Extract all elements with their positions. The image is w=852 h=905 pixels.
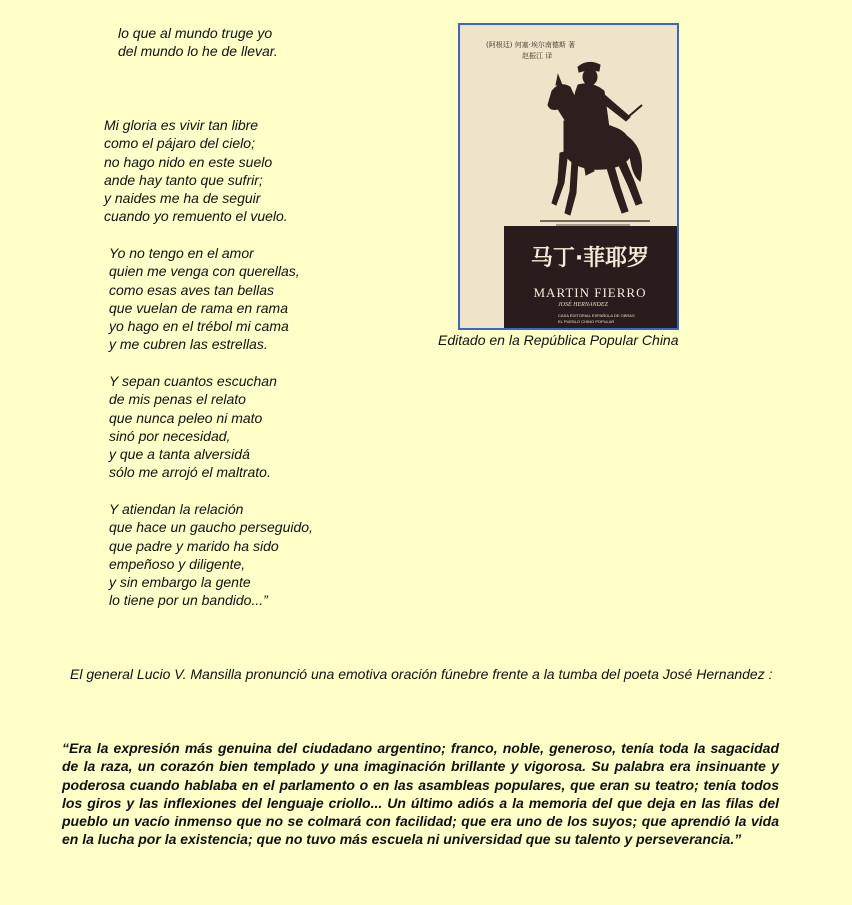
book-caption: Editado en la República Popular China: [438, 332, 679, 348]
cover-chinese-title: 马丁·菲耶罗: [530, 246, 650, 271]
poem-stanza: [118, 24, 278, 61]
poem-line: que hace un gaucho perseguido,: [109, 519, 313, 536]
poem-line: que nunca peleo ni mato: [109, 409, 263, 426]
cover-publisher: EL PUEBLO CHINO POPULAR: [558, 319, 615, 324]
poem-line: lo tiene por un bandido...”: [109, 592, 268, 609]
poem-line: sólo me arrojó el maltrato.: [109, 464, 271, 481]
poem-line: que vuelan de rama en rama: [109, 299, 288, 316]
poem-line: de mis penas el relato: [109, 391, 246, 408]
intro-paragraph: El general Lucio V. Mansilla pronunció una emotiva oración fúnebre frente a la tumba del poeta José Hernandez :: [70, 666, 773, 682]
poem-line: que padre y marido ha sido: [109, 537, 279, 554]
poem-line: Mi gloria es vivir tan libre: [104, 117, 259, 133]
cover-author: JOSÉ HERNANDEZ: [558, 302, 608, 308]
poem-line: sinó por necesidad,: [109, 427, 231, 444]
poem-line: quien me venga con querellas,: [109, 263, 300, 280]
poem-line: lo que al mundo truge yo: [118, 25, 273, 41]
poem-stanza: [109, 244, 300, 354]
poem-stanza: [104, 116, 288, 226]
poem-stanza: [109, 372, 277, 482]
poem-line: como el pájaro del cielo;: [104, 135, 255, 152]
poem-line: ande hay tanto que sufrir;: [104, 171, 263, 188]
poem-line: Y atiendan la relación: [109, 501, 244, 517]
cover-title: MARTIN FIERRO: [533, 285, 647, 300]
poem-line: Yo no tengo en el amor: [109, 245, 254, 261]
poem-line: cuando yo remuento el vuelo.: [104, 208, 288, 225]
poem-line: como esas aves tan bellas: [109, 281, 274, 298]
cover-top-text: (阿根廷) 何塞·埃尔南德斯 著: [486, 41, 576, 49]
funeral-quote: “Era la expresión más genuina del ciudadano argentino; franco, noble, generoso, tenía toda la sagacidad de la raza, un corazón bien templado y una imaginación brillante y vigorosa. Su palabra era insinuante y poderosa cuando hablaba en el parlamento o en las asambleas populares, que eran su teatro; tenía todos los giros y las inflexiones del lenguaje criollo... Un último adiós a la memoria del que deja en las filas del pueblo un vacío inmenso que no se colmará con facilidad; que era uno de los suyos; que aprendió la vida en la lucha por la existencia; que no tuvo más escuela ni universidad que su talento y perseverancia.”: [62, 740, 779, 848]
cover-publisher: CASA EDITORIAL ESPAÑOLA DE OBRAS: [558, 313, 635, 318]
poem-line: no hago nido en este suelo: [104, 153, 273, 170]
poem-line: del mundo lo he de llevar.: [118, 43, 278, 60]
poem-line: empeñoso y diligente,: [109, 555, 246, 572]
poem-line: y sin embargo la gente: [109, 574, 251, 591]
book-cover-image: [458, 23, 679, 330]
poem-line: yo hago en el trébol mi cama: [109, 318, 289, 335]
poem-stanza: [109, 500, 313, 610]
poem-line: Y sepan cuantos escuchan: [109, 373, 277, 389]
poem-line: y naides me ha de seguir: [104, 190, 261, 207]
poem-line: y que a tanta alversidá: [109, 446, 250, 463]
poem-line: y me cubren las estrellas.: [109, 336, 268, 353]
cover-top-text: 赵振江 译: [522, 52, 553, 60]
